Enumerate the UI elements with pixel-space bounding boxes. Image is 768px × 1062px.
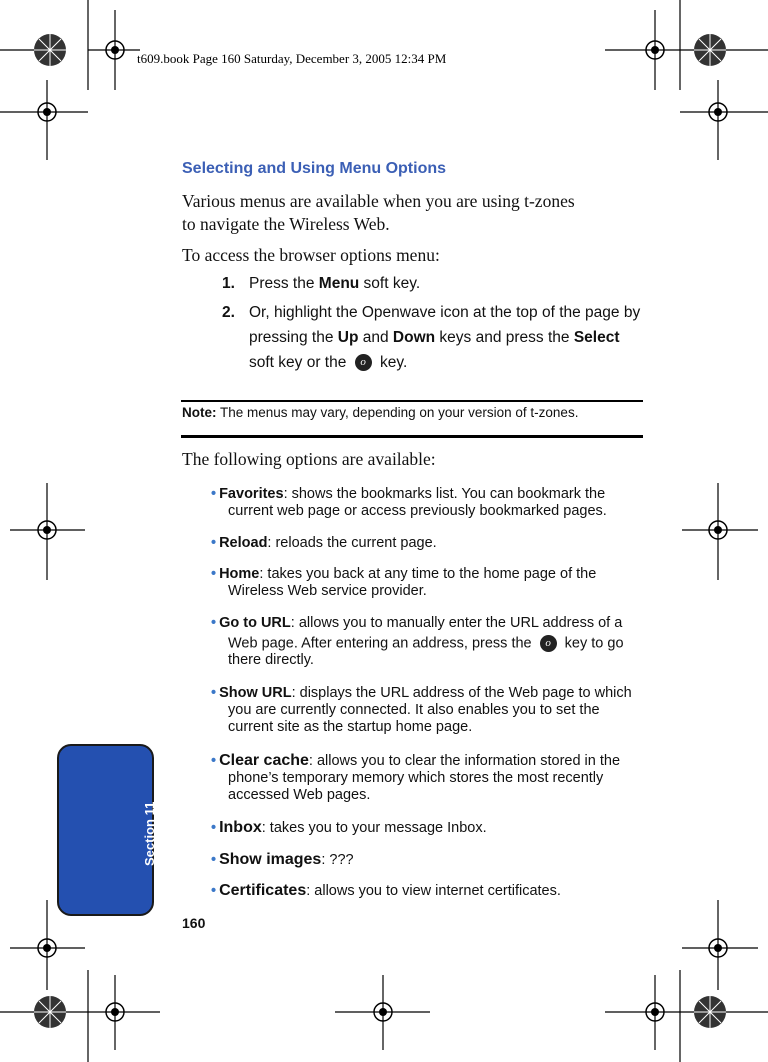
list-item bbox=[211, 752, 643, 804]
page-number: 160 bbox=[182, 915, 206, 931]
option-term: Go to URL bbox=[219, 615, 291, 631]
note-text: The menus may vary, depending on your version of t-zones. bbox=[216, 405, 579, 420]
select-key-label: Select bbox=[573, 329, 620, 346]
step-text-fragment: and bbox=[358, 329, 393, 346]
step-line bbox=[249, 350, 649, 375]
list-item bbox=[211, 566, 643, 600]
option-desc-cont: current web page or access previously bookmarked pages. bbox=[228, 503, 607, 519]
bullet-dot: • bbox=[211, 883, 217, 899]
intro-paragraph bbox=[182, 190, 647, 236]
step-text-fragment: key. bbox=[375, 354, 408, 371]
option-desc: : allows you to view internet certificates. bbox=[306, 883, 561, 899]
note-rule-top bbox=[181, 400, 643, 402]
step-text-fragment: pressing the bbox=[249, 329, 338, 346]
bullet-dot: • bbox=[211, 535, 217, 551]
bullet-dot: • bbox=[211, 685, 217, 701]
option-term: Certificates bbox=[219, 882, 307, 899]
option-term: Reload bbox=[219, 535, 268, 551]
option-desc-fragment: Web page. After entering an address, press the bbox=[228, 635, 536, 652]
section-tab bbox=[57, 744, 154, 916]
option-term: Show URL bbox=[219, 685, 292, 701]
option-desc: : allows you to clear the information stored in the bbox=[308, 753, 621, 769]
option-desc: : ??? bbox=[321, 852, 354, 868]
step-line: Or, highlight the Openwave icon at the top of the page by bbox=[249, 304, 641, 321]
note-label: Note: bbox=[182, 405, 217, 420]
list-item bbox=[211, 615, 643, 669]
bullet-dot: • bbox=[211, 615, 217, 631]
bullet-dot: • bbox=[211, 820, 217, 836]
step-text-fragment: soft key. bbox=[359, 275, 421, 292]
up-key-label: Up bbox=[337, 329, 359, 346]
option-desc: : takes you back at any time to the home page of the bbox=[259, 566, 597, 582]
list-item bbox=[211, 486, 643, 520]
section-heading: Selecting and Using Menu Options bbox=[182, 160, 447, 177]
step-number: 1. bbox=[222, 275, 235, 292]
menu-key-label: Menu bbox=[318, 275, 360, 292]
access-instruction: To access the browser options menu: bbox=[182, 245, 440, 265]
option-desc-cont: you are currently connected. It also enables you to set the bbox=[228, 702, 600, 718]
option-desc-cont bbox=[211, 635, 643, 652]
step-text-fragment: soft key or the bbox=[249, 354, 351, 371]
option-term: Inbox bbox=[219, 819, 262, 836]
step-2-text bbox=[249, 300, 649, 375]
option-term: Clear cache bbox=[219, 752, 309, 769]
intro-line-2: to navigate the Wireless Web. bbox=[182, 214, 390, 234]
option-desc-cont: current site as the startup home page. bbox=[228, 719, 473, 735]
bullet-dot: • bbox=[211, 566, 217, 582]
list-item bbox=[211, 535, 643, 552]
bullet-dot: • bbox=[211, 852, 217, 868]
bullet-dot: • bbox=[211, 753, 217, 769]
intro-line-1: Various menus are available when you are using t-zones bbox=[182, 191, 575, 211]
step-text-fragment: keys and press the bbox=[435, 329, 574, 346]
note bbox=[182, 405, 578, 420]
down-key-label: Down bbox=[392, 329, 436, 346]
option-term: Favorites bbox=[219, 486, 284, 502]
section-tab-label: Section 11 bbox=[142, 801, 157, 866]
option-term: Show images bbox=[219, 851, 322, 868]
option-desc-cont: accessed Web pages. bbox=[228, 787, 371, 803]
step-line bbox=[249, 325, 649, 350]
option-desc-cont: there directly. bbox=[228, 652, 314, 669]
option-desc-fragment: key to go bbox=[560, 635, 624, 652]
list-item bbox=[211, 819, 643, 837]
option-desc: : allows you to manually enter the URL address of a bbox=[290, 615, 623, 631]
option-desc: : takes you to your message Inbox. bbox=[261, 820, 487, 836]
browser-key-icon: o bbox=[355, 354, 372, 371]
bullet-dot: • bbox=[211, 486, 217, 502]
option-term: Home bbox=[219, 566, 260, 582]
note-rule-bottom bbox=[181, 435, 643, 438]
list-item bbox=[211, 851, 643, 869]
list-item bbox=[211, 685, 643, 736]
browser-key-icon: o bbox=[540, 635, 557, 652]
option-desc: : reloads the current page. bbox=[267, 535, 437, 551]
step-1-text bbox=[249, 271, 649, 296]
option-desc-cont: Wireless Web service provider. bbox=[228, 583, 427, 599]
step-text-fragment: Press the bbox=[249, 275, 319, 292]
list-item bbox=[211, 882, 643, 900]
option-desc: : displays the URL address of the Web page to which bbox=[291, 685, 632, 701]
option-desc-cont: phone’s temporary memory which stores the most recently bbox=[228, 770, 604, 786]
options-intro: The following options are available: bbox=[182, 449, 436, 469]
print-header-stamp: t609.book Page 160 Saturday, December 3, 2005 12:34 PM bbox=[137, 51, 447, 66]
option-desc: : shows the bookmarks list. You can bookmark the bbox=[283, 486, 606, 502]
step-number: 2. bbox=[222, 304, 235, 321]
